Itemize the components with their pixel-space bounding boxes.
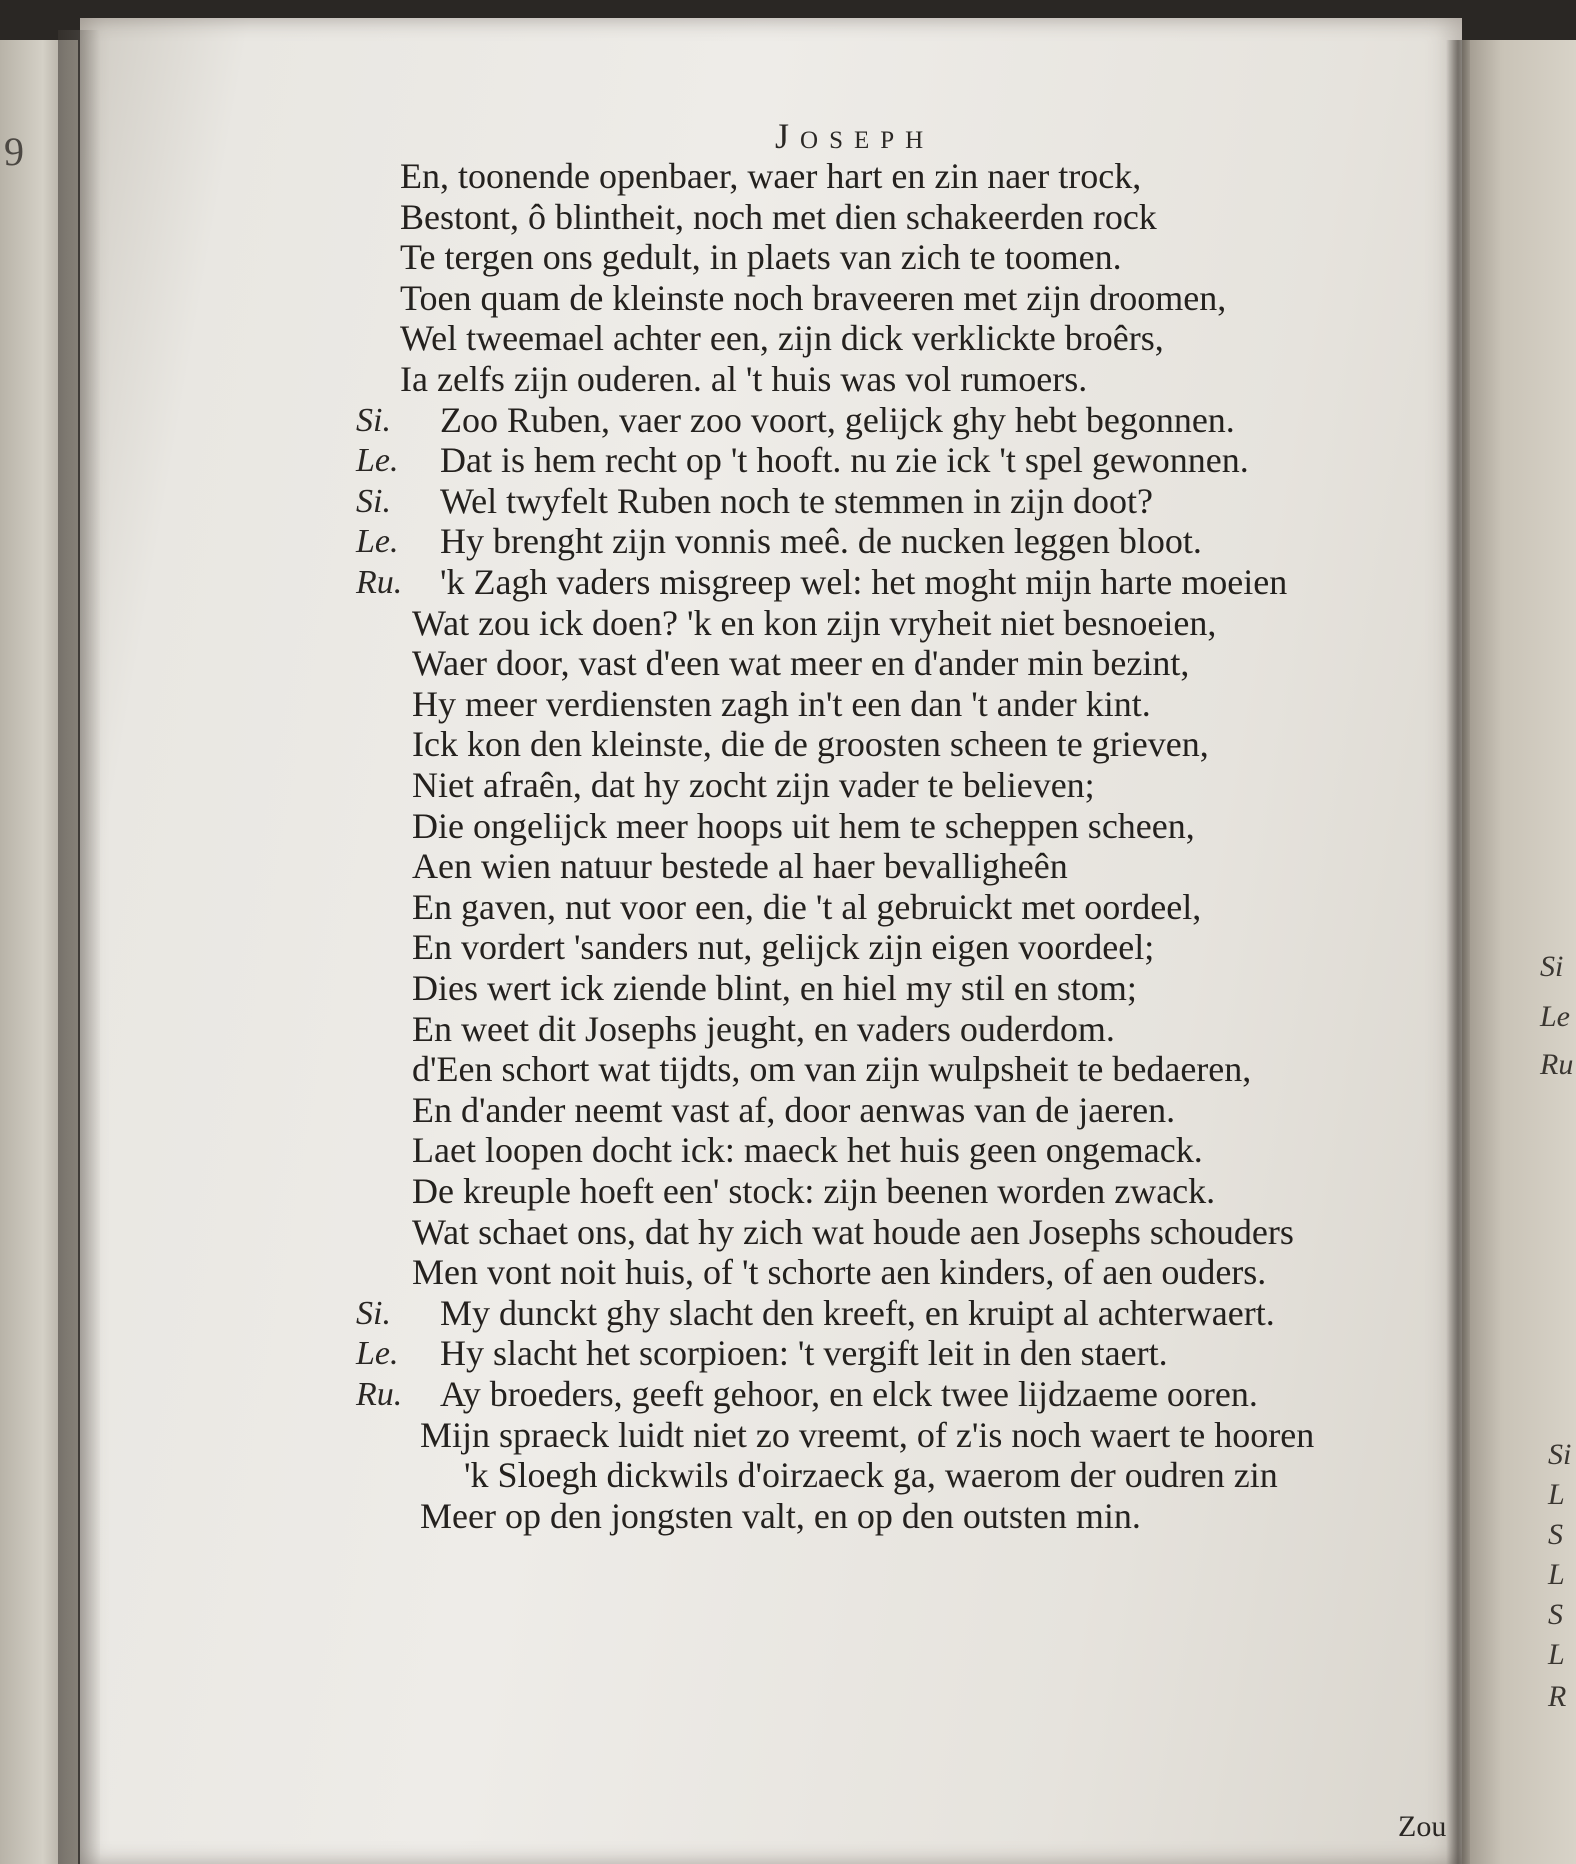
right-page-fragment: Si bbox=[1540, 950, 1564, 983]
verse-line: Te tergen ons gedult, in plaets van zich te toomen. bbox=[400, 237, 1122, 278]
right-page-fragment: Le bbox=[1540, 1000, 1570, 1033]
verse-line: Meer op den jongsten valt, en op den outsten min. bbox=[420, 1495, 1141, 1536]
verse-line: De kreuple hoeft een' stock: zijn beenen worden zwack. bbox=[412, 1171, 1216, 1211]
speaker-label: Le. bbox=[356, 1335, 399, 1373]
catchword: Zou bbox=[1398, 1810, 1447, 1843]
verse-line: Bestont, ô blintheit, noch met dien schakeerden rock bbox=[400, 196, 1157, 237]
verse-line: 'k Zagh vaders misgreep wel: het moght mijn harte moeien bbox=[440, 562, 1288, 602]
verse-line: Ick kon den kleinste, die de groosten scheen te grieven, bbox=[412, 724, 1209, 765]
verse-line: Wat zou ick doen? 'k en kon zijn vryheit niet besnoeien, bbox=[412, 602, 1217, 643]
right-spine-shadow bbox=[1446, 40, 1470, 1864]
speaker-label: Si. bbox=[356, 401, 391, 439]
right-page-fragment: L bbox=[1548, 1638, 1565, 1671]
verse-line: Hy slacht het scorpioen: 't vergift leit in den staert. bbox=[440, 1333, 1168, 1374]
verse-line: Wel tweemael achter een, zijn dick verklickte broêrs, bbox=[400, 318, 1164, 359]
left-page-number-fragment: 9 bbox=[4, 129, 24, 174]
verse-line: Hy brenght zijn vonnis meê. de nucken leggen bloot. bbox=[440, 521, 1202, 562]
verse-line: Mijn spraeck luidt niet zo vreemt, of z'is noch waert te hooren bbox=[420, 1414, 1315, 1455]
speaker-label: Le. bbox=[356, 442, 399, 480]
verse-line: 'k Sloegh dickwils d'oirzaeck ga, waerom der oudren zin bbox=[464, 1455, 1278, 1496]
verse-line: En gaven, nut voor een, die 't al gebruickt met oordeel, bbox=[412, 886, 1202, 927]
verse-line: En vordert 'sanders nut, gelijck zijn eigen voordeel; bbox=[412, 927, 1155, 968]
verse-line: Toen quam de kleinste noch braveeren met zijn droomen, bbox=[400, 277, 1227, 318]
right-page-fragment: Si bbox=[1548, 1438, 1572, 1471]
verse-line: d'Een schort wat tijdts, om van zijn wulpsheit te bedaeren, bbox=[412, 1049, 1252, 1090]
speaker-label: Le. bbox=[356, 523, 399, 561]
verse-line: Hy meer verdiensten zagh in't een dan 't ander kint. bbox=[412, 683, 1151, 724]
verse-line: Die ongelijck meer hoops uit hem te scheppen scheen, bbox=[412, 805, 1195, 846]
verse-line: Wel twyfelt Ruben noch te stemmen in zijn doot? bbox=[440, 480, 1153, 521]
running-title: Joseph bbox=[775, 116, 935, 156]
verse-line: Aen wien natuur bestede al haer bevalligheên bbox=[412, 846, 1068, 887]
gutter-shadow bbox=[58, 30, 100, 1864]
right-page-fragment: R bbox=[1548, 1680, 1567, 1713]
right-page-fragment: S bbox=[1548, 1598, 1563, 1631]
verse-line: Zoo Ruben, vaer zoo voort, gelijck ghy hebt begonnen. bbox=[440, 399, 1235, 440]
right-page-fragment: L bbox=[1548, 1558, 1565, 1591]
speaker-label: Ru. bbox=[356, 1376, 403, 1413]
verse-line: Laet loopen docht ick: maeck het huis geen ongemack. bbox=[412, 1130, 1203, 1171]
right-page-fragment: Ru bbox=[1540, 1048, 1574, 1081]
verse-line: Ia zelfs zijn ouderen. al 't huis was vol rumoers. bbox=[400, 359, 1088, 399]
speaker-label: Si. bbox=[356, 482, 391, 520]
verse-line: Dies wert ick ziende blint, en hiel my stil en stom; bbox=[412, 968, 1137, 1008]
verse-line: En, toonende openbaer, waer hart en zin naer trock, bbox=[400, 156, 1142, 196]
verse-line: Waer door, vast d'een wat meer en d'ander min bezint, bbox=[412, 643, 1190, 684]
right-page-fragment: S bbox=[1548, 1518, 1563, 1551]
verse-line: Dat is hem recht op 't hooft. nu zie ick 't spel gewonnen. bbox=[440, 440, 1249, 481]
verse-line: Niet afraên, dat hy zocht zijn vader te believen; bbox=[412, 765, 1095, 805]
speaker-label: Ru. bbox=[356, 564, 403, 601]
verse-line: Men vont noit huis, of 't schorte aen kinders, of aen ouders. bbox=[412, 1252, 1267, 1293]
verse-line: My dunckt ghy slacht den kreeft, en kruipt al achterwaert. bbox=[440, 1292, 1275, 1333]
verse-line: En weet dit Josephs jeught, en vaders ouderdom. bbox=[412, 1008, 1115, 1049]
verse-line: En d'ander neemt vast af, door aenwas van de jaeren. bbox=[412, 1089, 1176, 1130]
speaker-label: Si. bbox=[356, 1294, 391, 1332]
verse-line: Ay broeders, geeft gehoor, en elck twee lijdzaeme ooren. bbox=[440, 1374, 1258, 1414]
right-page-fragment: L bbox=[1548, 1478, 1565, 1511]
verse-line: Wat schaet ons, dat hy zich wat houde aen Josephs schouders bbox=[412, 1211, 1294, 1252]
